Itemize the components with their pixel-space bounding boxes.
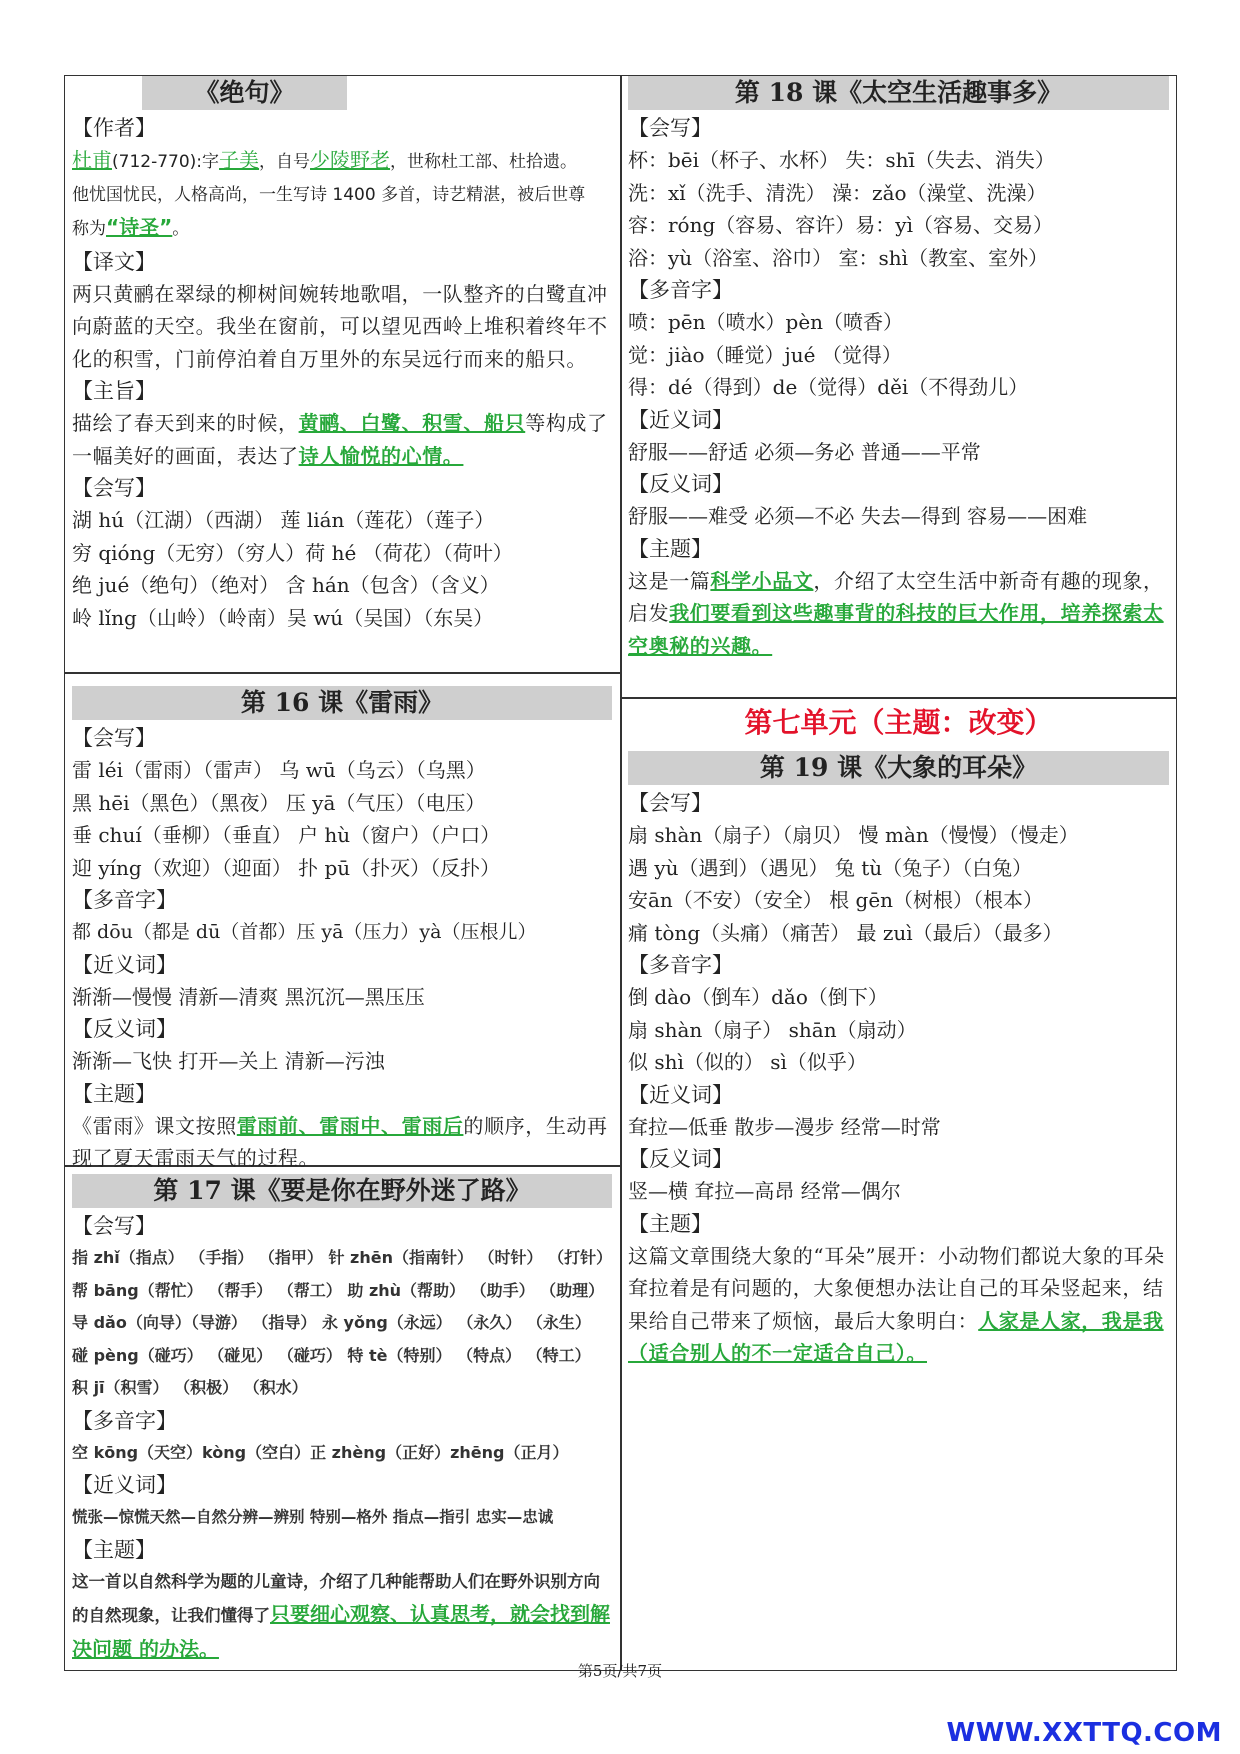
lesson-16-section <box>72 686 612 1175</box>
poem-section <box>72 76 612 634</box>
theme-text: 这篇文章围绕大象的“耳朵”展开：小动物们都说大象的耳朵耷拉着是有问题的，大象便想办法让自己的耳朵竖起来，结果给自己带来了烦恼，最后大象明白：人家是人家，我是我（适合别人的不一定适合自己）。 <box>628 1243 1165 1365</box>
lesson-18-section <box>628 76 1169 662</box>
synonym-line: 舒服——舒适 必须—务必 普通——平常 <box>628 439 981 464</box>
page-number: 第5页/共7页 <box>577 1662 663 1680</box>
unit-title: 第七单元（主题：改变） <box>744 706 1053 739</box>
antonym-line: 竖—横 耷拉—高昂 经常—偶尔 <box>628 1179 901 1203</box>
synonym-line: 渐渐—慢慢 清新—清爽 黑沉沉—黑压压 <box>72 984 425 1009</box>
write-line: 导 dǎo（向导）（导游） （指导） 永 yǒng（永远） （永久） （永生） <box>72 1313 591 1332</box>
theme-heading: 【主题】 <box>628 536 712 561</box>
write-heading: 【会写】 <box>72 476 156 500</box>
polyphone-line: 都 dōu（都是 dū（首都）压 yā（压力）yà（压根儿） <box>72 921 537 943</box>
write-line: 绝 jué（绝句）（绝对） 含 hán（包含）（含义） <box>72 573 500 597</box>
synonym-heading: 【近义词】 <box>628 1082 733 1107</box>
polyphone-line: 倒 dào（倒车）dǎo（倒下） <box>628 985 888 1009</box>
write-line: 痛 tòng（头痛）（痛苦） 最 zuì（最后）（最多） <box>628 920 1063 945</box>
author-line-2: 他忧国忧民，人格高尚，一生写诗 1400 多首，诗艺精湛，被后世尊 <box>72 184 586 205</box>
write-line: 雷 léi（雷雨）（雷声） 乌 wū（乌云）（乌黑） <box>72 758 486 782</box>
write-line: 黑 hēi（黑色）（黑夜） 压 yā（气压）（电压） <box>72 790 486 815</box>
antonym-heading: 【反义词】 <box>628 1147 733 1171</box>
write-line: 容：róng（容易、容许）易：yì（容易、交易） <box>628 213 1053 237</box>
synonym-heading: 【近义词】 <box>72 952 177 977</box>
poem-title: 《绝句》 <box>142 76 347 110</box>
polyphone-line: 觉：jiào（睡觉）jué （觉得） <box>628 342 902 367</box>
polyphone-heading: 【多音字】 <box>628 278 733 302</box>
polyphone-heading: 【多音字】 <box>72 888 177 912</box>
synonym-heading: 【近义词】 <box>72 1473 177 1497</box>
write-line: 遇 yù（遇到）（遇见） 兔 tù（兔子）（白兔） <box>628 855 1033 880</box>
lesson-17-title: 第 17 课《要是你在野外迷了路》 <box>72 1174 612 1208</box>
write-line: 积 jī（积雪） （积极） （积水） <box>72 1378 308 1397</box>
write-line: 岭 lǐng（山岭）（岭南）吴 wú（吴国）（东吴） <box>72 605 494 630</box>
polyphone-line: 喷：pēn（喷水）pèn（喷香） <box>628 310 904 334</box>
divider-line <box>64 672 620 674</box>
theme-text: 《雷雨》课文按照雷雨前、雷雨中、雷雨后的顺序，生动再现了夏天雷雨天气的过程。 <box>72 1113 608 1170</box>
write-line: 碰 pèng（碰巧） （碰见） （碰巧） 特 tè（特别） （特点） （特工） <box>72 1345 591 1365</box>
polyphone-heading: 【多音字】 <box>72 1408 177 1433</box>
polyphone-heading: 【多音字】 <box>628 953 733 977</box>
column-divider <box>620 75 622 1671</box>
author-line-1: 杜甫(712-770):字子美，自号少陵野老，世称杜工部、杜拾遗。 <box>72 148 578 172</box>
lesson-19-section <box>628 751 1169 1370</box>
theme-heading: 【主旨】 <box>72 379 156 403</box>
write-line: 迎 yíng（欢迎）（迎面） 扑 pū（扑灭）（反扑） <box>72 855 501 880</box>
write-line: 湖 hú（江湖）（西湖） 莲 lián（莲花）（莲子） <box>72 508 495 532</box>
theme-text: 描绘了春天到来的时候，黄鹂、白鹭、积雪、船只等构成了一幅美好的画面，表达了诗人愉悦的心情。 <box>72 411 608 468</box>
watermark-url: WWW.XXTTQ.COM <box>946 1718 1222 1748</box>
author-line-3: 称为“诗圣”。 <box>72 215 190 239</box>
write-heading: 【会写】 <box>628 791 712 815</box>
theme-heading: 【主题】 <box>628 1211 712 1236</box>
translation-text: 两只黄鹂在翠绿的柳树间婉转地歌唱，一队整齐的白鹭直冲向蔚蓝的天空。我坐在窗前，可以望见西岭上堆积着终年不化的积雪，门前停泊着自万里外的东吴远行而来的船只。 <box>72 281 608 371</box>
synonym-line: 慌张—惊慌天然—自然分辨—辨别 特别—格外 指点—指引 忠实—忠诚 <box>72 1508 554 1526</box>
lesson-18-title: 第 18 课《太空生活趣事多》 <box>628 76 1169 110</box>
lesson-19-title: 第 19 课《大象的耳朵》 <box>628 751 1169 785</box>
write-line: 浴：yù（浴室、浴巾） 室：shì（教室、室外） <box>628 245 1049 270</box>
write-line: 垂 chuí（垂柳）（垂直） 户 hù（窗户）（户口） <box>72 823 501 847</box>
polyphone-line: 似 shì（似的） sì（似乎） <box>628 1050 867 1074</box>
lesson-16-title: 第 16 课《雷雨》 <box>72 686 612 720</box>
write-heading: 【会写】 <box>72 726 156 750</box>
antonym-heading: 【反义词】 <box>628 472 733 496</box>
write-line: 帮 bāng（帮忙） （帮手） （帮工） 助 zhù（帮助） （助手） （助理） <box>72 1280 605 1300</box>
lesson-17-section <box>72 1174 612 1667</box>
write-line: 扇 shàn（扇子）（扇贝） 慢 màn（慢慢）（慢走） <box>628 823 1079 847</box>
synonym-heading: 【近义词】 <box>628 407 733 432</box>
author-heading: 【作者】 <box>72 116 156 140</box>
polyphone-line: 空 kōng（天空）kòng（空白）正 zhèng（正好）zhēng（正月） <box>72 1442 569 1462</box>
write-line: 杯：bēi（杯子、水杯） 失：shī（失去、消失） <box>628 148 1055 172</box>
theme-heading: 【主题】 <box>72 1537 156 1562</box>
polyphone-line: 得：dé（得到）de（觉得）děi（不得劲儿） <box>628 375 1029 399</box>
theme-text: 这一首以自然科学为题的儿童诗，介绍了几种能帮助人们在野外识别方向的自然现象，让我们懂得了只要细心观察、认真思考，就会找到解决问题 的办法。 <box>72 1571 610 1661</box>
write-line: 洗：xǐ（洗手、清洗） 澡：zǎo（澡堂、洗澡） <box>628 180 1047 205</box>
antonym-heading: 【反义词】 <box>72 1017 177 1041</box>
theme-heading: 【主题】 <box>72 1081 156 1106</box>
synonym-line: 耷拉—低垂 散步—漫步 经常—时常 <box>628 1114 941 1139</box>
antonym-line: 渐渐—飞快 打开—关上 清新—污浊 <box>72 1049 385 1073</box>
write-line: 安ān（不安）（安全） 根 gēn（树根）（根本） <box>628 888 1044 912</box>
polyphone-line: 扇 shàn（扇子） shān（扇动） <box>628 1017 917 1042</box>
write-heading: 【会写】 <box>72 1214 156 1238</box>
antonym-line: 舒服——难受 必须—不必 失去—得到 容易——困难 <box>628 504 1088 528</box>
write-line: 指 zhǐ（指点） （手指） （指甲） 针 zhēn（指南针） （时针） （打针） <box>72 1248 613 1267</box>
write-line: 穷 qióng（无穷）（穷人）荷 hé （荷花）（荷叶） <box>72 540 513 565</box>
theme-text: 这是一篇科学小品文，介绍了太空生活中新奇有趣的现象，启发我们要看到这些趣事背的科技的巨大作用，培养探索太空奥秘的兴趣。 <box>628 568 1164 658</box>
translation-heading: 【译文】 <box>72 249 156 274</box>
write-heading: 【会写】 <box>628 116 712 140</box>
